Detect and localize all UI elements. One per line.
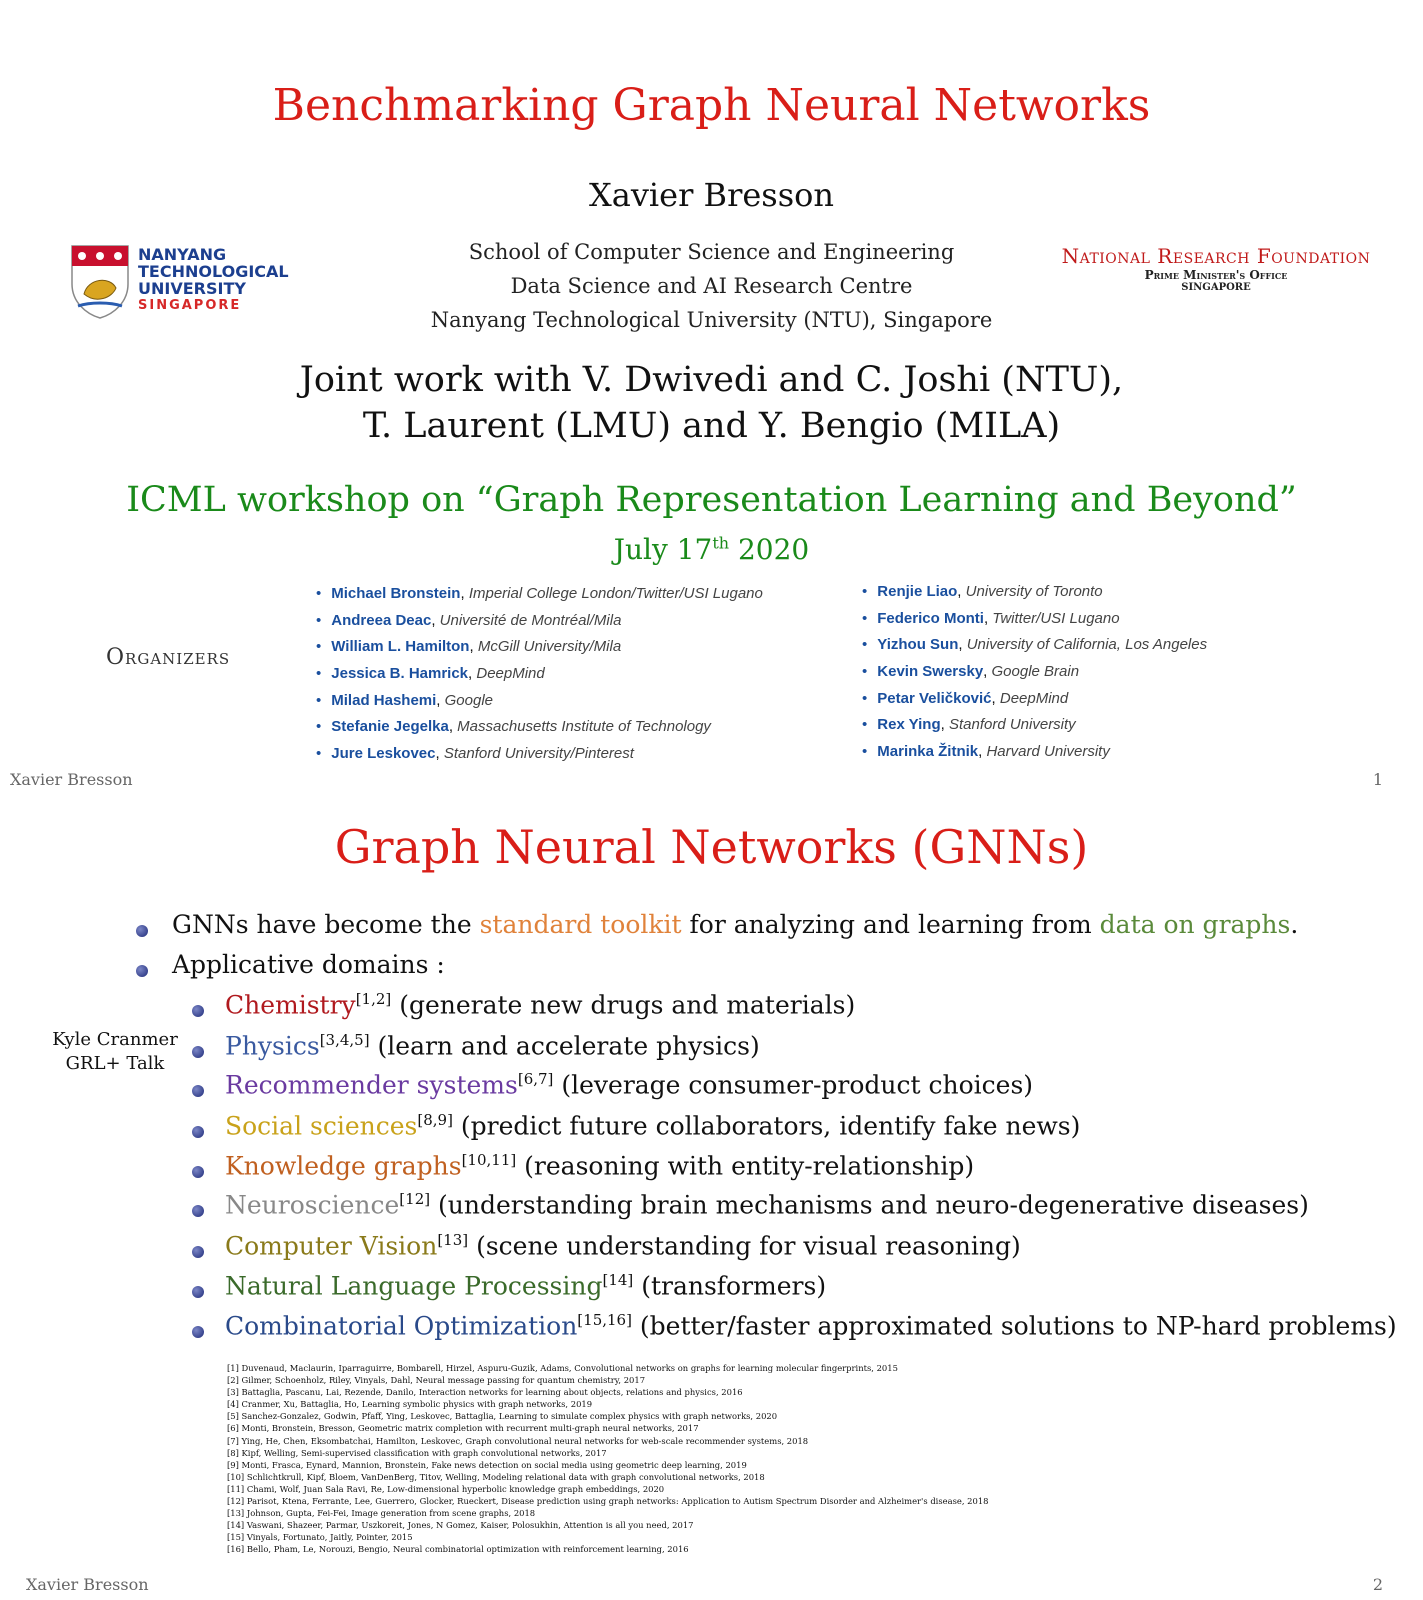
organizer-item: • Renjie Liao, University of Toronto <box>862 583 1207 610</box>
organizer-item: • Yizhou Sun, University of California, Los Angeles <box>862 636 1207 663</box>
organizers-label: Organizers <box>106 645 231 670</box>
bullet-dot-icon <box>136 965 148 977</box>
reference-item: [8] Kipf, Welling, Semi-supervised classification with graph convolutional networks, 2017 <box>227 1447 607 1458</box>
organizer-item: • Kevin Swersky, Google Brain <box>862 663 1207 690</box>
references <box>227 1362 989 1556</box>
reference-item: [1] Duvenaud, Maclaurin, Iparraguirre, Bombarell, Hirzel, Aspuru-Guzik, Adams, Convolutional networks on graphs for learning molecular fingerprints, 2015 <box>227 1363 898 1373</box>
ntu-logo-line-2: TECHNOLOGICAL <box>138 262 289 281</box>
ntu-crest-icon <box>70 244 130 320</box>
bullet-dot-icon <box>136 925 148 937</box>
organizer-item: • Petar Veličković, DeepMind <box>862 690 1207 717</box>
reference-item: [3] Battaglia, Pascanu, Lai, Rezende, Danilo, Interaction networks for learning about objects, relations and physics, 2016 <box>227 1387 743 1398</box>
bullet-dot-icon <box>192 1205 204 1217</box>
bullet-dot-icon <box>192 1166 204 1178</box>
organizer-item: • Federico Monti, Twitter/USI Lugano <box>862 610 1207 637</box>
bullet-dot-icon <box>192 1286 204 1298</box>
reference-item: [11] Chami, Wolf, Juan Sala Ravi, Re, Low-dimensional hyperbolic knowledge graph embeddings, 2020 <box>227 1483 665 1494</box>
organizer-item: • William L. Hamilton, McGill University/Mila <box>316 638 763 665</box>
bullet-dot-icon <box>192 1126 204 1138</box>
slide-2: Graph Neural Networks (GNNs) Kyle Cranmer GRL+ Talk GNNs have become the standard toolkit for analyzing and learning from data on graphs. Applicative domains : Chemistry[1,2] (generate new drugs and materials) Physics[3,4,5] (learn and accelerate physics) Recommender systems[6,7] (leverage consumer-product choices) Social sciences[8,9] (predict future collaborators, identify fake news) Knowledge graphs[10,11] (reasoning with entity-relationship) Neuroscience[12] (understanding brain mechanisms and neuro-degenerative diseases) Computer Vision[13] (scene understanding for visual reasoning) Natural Language Processing[14] (transformers) Combinatorial Optimization[15,16] (better/faster approximated solutions to NP-hard problems) [1] Duvenaud, Maclaurin, Iparraguirre, Bombarell, Hirzel, Aspuru-Guzik, Adams, Convolutional networks on graphs for learning molecular fingerprints, 2015 [2] Gilmer, Schoenholz, Riley, Vinyals, Dahl, Neural message passing for quantum chemistry, 2017 [3] Battaglia, Pascanu, Lai, Rezende, Danilo, Interaction networks for learning about objects, relations and physics, 2016 [4] Cranmer, Xu, Battaglia, Ho, Learning symbolic physics with graph networks, 2019 [5] Sanchez-Gonzalez, Godwin, Pfaff, Ying, Leskovec, Battaglia, Learning to simulate complex physics with graph networks, 2020 [6] Monti, Bronstein, Bresson, Geometric matrix completion with recurrent multi-graph neural networks, 2017 [7] Ying, He, Chen, Eksombatchai, Hamilton, Leskovec, Graph convolutional neural networks for web-scale recommender systems, 2018 [8] Kipf, Welling, Semi-supervised classification with graph convolutional networks, 2017 [9] Monti, Frasca, Eynard, Mannion, Bronstein, Fake news detection on social media using geometric deep learning, 2019 [10] Schlichtkrull, Kipf, Bloem, VanDenBerg, Titov, Welling, Modeling relational data with graph convolutional networks, 2018 [11] Chami, Wolf, Juan Sala Ravi, Re, Low-dimensional hyperbolic knowledge graph embeddings, 2020 [12] Parisot, Ktena, Ferrante, Lee, Guerrero, Glocker, Rueckert, Disease prediction using graph networks: Application to Autism Spectrum Disorder and Alzheimer's disease, 2018 [13] Johnson, Gupta, Fei-Fei, Image generation from scene graphs, 2018 [14] Vaswani, Shazeer, Parmar, Uszkoreit, Jones, N Gomez, Kaiser, Polosukhin, Attention is all you need, 2017 [15] Vinyals, Fortunato, Jaitly, Pointer, 2015 [16] Bello, Pham, Le, Norouzi, Bengio, Neural combinatorial optimization with reinforcement learning, 2016 Xavier Bresson 2 <box>0 800 1423 1600</box>
reference-item: [15] Vinyals, Fortunato, Jaitly, Pointer, 2015 <box>227 1532 413 1543</box>
reference-item: [7] Ying, He, Chen, Eksombatchai, Hamilton, Leskovec, Graph convolutional neural networks for web-scale recommender systems, 2018 <box>227 1435 809 1446</box>
nrf-logo <box>1046 244 1386 293</box>
reference-item: [13] Johnson, Gupta, Fei-Fei, Image generation from scene graphs, 2018 <box>227 1508 536 1519</box>
organizer-item: • Andreea Deac, Université de Montréal/Mila <box>316 612 763 639</box>
ntu-logo-line-1: NANYANG <box>138 245 227 264</box>
reference-item: [5] Sanchez-Gonzalez, Godwin, Pfaff, Ying, Leskovec, Battaglia, Learning to simulate complex physics with graph networks, 2020 <box>227 1411 778 1422</box>
slide-title: Benchmarking Graph Neural Networks <box>272 80 1151 131</box>
workshop-date: July 17th 2020 <box>613 533 810 566</box>
affiliation-line-1: School of Computer Science and Engineering <box>468 240 955 264</box>
organizer-item: • Stefanie Jegelka, Massachusetts Institute of Technology <box>316 718 763 745</box>
bullet-dot-icon <box>192 1046 204 1058</box>
organizer-item: • Jessica B. Hamrick, DeepMind <box>316 665 763 692</box>
footer-author: Xavier Bresson <box>26 1575 149 1594</box>
joint-work-line-1: Joint work with V. Dwivedi and C. Joshi (NTU), <box>299 360 1124 400</box>
affiliation-line-3: Nanyang Technological University (NTU), Singapore <box>430 308 993 332</box>
organizer-item: • Jure Leskovec, Stanford University/Pinterest <box>316 745 763 772</box>
reference-item: [6] Monti, Bronstein, Bresson, Geometric matrix completion with recurrent multi-graph neural networks, 2017 <box>227 1423 699 1434</box>
nrf-logo-sub1: Prime Minister's Office <box>1144 268 1288 282</box>
side-note-line-2: GRL+ Talk <box>65 1053 165 1074</box>
affiliation-line-2: Data Science and AI Research Centre <box>510 274 913 298</box>
reference-item: [9] Monti, Frasca, Eynard, Mannion, Bronstein, Fake news detection on social media using geometric deep learning, 2019 <box>227 1459 747 1470</box>
joint-work-line-2: T. Laurent (LMU) and Y. Bengio (MILA) <box>362 406 1061 446</box>
bullet-dot-icon <box>192 1246 204 1258</box>
nrf-logo-sub2: SINGAPORE <box>1181 282 1251 293</box>
bullet-dot-icon <box>192 1005 204 1017</box>
organizers-list-left <box>316 585 763 772</box>
reference-item: [14] Vaswani, Shazeer, Parmar, Uszkoreit, Jones, N Gomez, Kaiser, Polosukhin, Attention is all you need, 2017 <box>227 1520 694 1531</box>
page-number: 1 <box>1372 770 1383 789</box>
reference-item: [10] Schlichtkrull, Kipf, Bloem, VanDenBerg, Titov, Welling, Modeling relational data with graph convolutional networks, 2018 <box>227 1471 765 1482</box>
page-number: 2 <box>1372 1575 1383 1594</box>
organizer-item: • Milad Hashemi, Google <box>316 692 763 719</box>
reference-item: [4] Cranmer, Xu, Battaglia, Ho, Learning symbolic physics with graph networks, 2019 <box>227 1399 593 1410</box>
reference-item: [16] Bello, Pham, Le, Norouzi, Bengio, Neural combinatorial optimization with reinforcement learning, 2016 <box>227 1544 689 1555</box>
side-note <box>40 1028 190 1076</box>
workshop-title: ICML workshop on “Graph Representation Learning and Beyond” <box>126 480 1297 520</box>
nrf-logo-main: National Research Foundation <box>1061 244 1371 268</box>
author-name: Xavier Bresson <box>588 176 835 214</box>
ntu-logo-line-3: UNIVERSITY <box>138 279 246 298</box>
ntu-logo-line-4: SINGAPORE <box>138 298 242 313</box>
organizer-item: • Rex Ying, Stanford University <box>862 716 1207 743</box>
organizer-item: • Michael Bronstein, Imperial College London/Twitter/USI Lugano <box>316 585 763 612</box>
organizer-item: • Marinka Žitnik, Harvard University <box>862 743 1207 770</box>
footer-author: Xavier Bresson <box>10 770 133 789</box>
reference-item: [2] Gilmer, Schoenholz, Riley, Vinyals, Dahl, Neural message passing for quantum chemistry, 2017 <box>227 1375 646 1386</box>
bullet-dot-icon <box>192 1085 204 1097</box>
slide-title: Graph Neural Networks (GNNs) <box>334 820 1089 874</box>
ntu-logo <box>70 244 290 324</box>
bullet-dot-icon <box>192 1326 204 1338</box>
reference-item: [12] Parisot, Ktena, Ferrante, Lee, Guerrero, Glocker, Rueckert, Disease prediction using graph networks: Application to Autism Spectrum Disorder and Alzheimer's disease, 2018 <box>227 1496 989 1507</box>
organizers-list-right <box>862 583 1207 770</box>
side-note-line-1: Kyle Cranmer <box>52 1029 178 1050</box>
